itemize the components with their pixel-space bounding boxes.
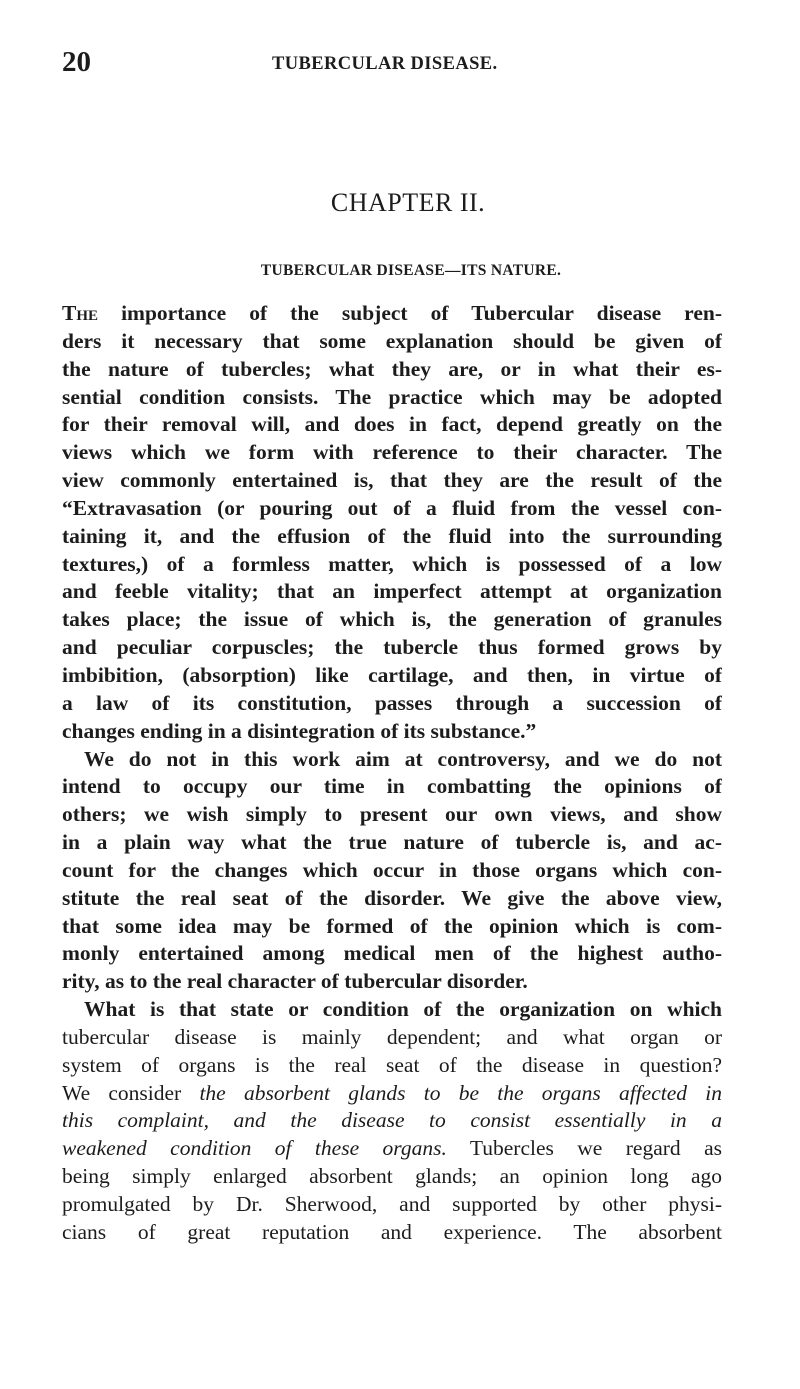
chapter-subtitle: TUBERCULAR DISEASE—ITS NATURE.: [260, 262, 562, 279]
text-line: and peculiar corpuscles; the tubercle thus formed grows by: [62, 635, 722, 660]
text-line: system of organs is the real seat of the disease in question?: [62, 1052, 722, 1077]
running-title: TUBERCULAR DISEASE.: [272, 54, 498, 74]
text-line: What is that state or condition of the organization on which: [84, 997, 722, 1022]
text-line: intend to occupy our time in combatting the opinions of: [62, 774, 722, 799]
text-line: rity, as to the real character of tubercular disorder.: [62, 969, 528, 994]
text-line: [62, 1080, 722, 1108]
text-line: changes ending in a disintegration of its substance.”: [62, 718, 537, 743]
text-line: tubercular disease is mainly dependent; and what organ or: [62, 1024, 722, 1049]
text-line: We do not in this work aim at controversy, and we do not: [84, 746, 722, 771]
text-line: cians of great reputation and experience. The absorbent: [62, 1219, 722, 1244]
text-line: views which we form with reference to their character. The: [62, 440, 722, 465]
text-line: imbibition, (absorption) like cartilage, and then, in virtue of: [62, 662, 722, 687]
text-line: view commonly entertained is, that they are the result of the: [62, 468, 722, 493]
text-line: takes place; the issue of which is, the generation of granules: [62, 607, 722, 632]
text-line: the nature of tubercles; what they are, or in what their es-: [62, 356, 722, 381]
text-line: taining it, and the effusion of the fluid into the surrounding: [62, 523, 722, 548]
text-line: sential condition consists. The practice which may be adopted: [62, 384, 722, 409]
text-line: for their removal will, and does in fact, depend greatly on the: [62, 412, 722, 437]
text-line: The importance of the subject of Tubercular disease ren-: [62, 301, 722, 325]
page-number: 20: [62, 46, 91, 78]
text-line: and feeble vitality; that an imperfect attempt at organization: [62, 579, 722, 604]
italic-phrase: the absorbent glands to be the organs affected in: [199, 1080, 722, 1105]
text-line: monly entertained among medical men of the highest autho-: [62, 941, 722, 966]
body-text: [62, 300, 722, 1247]
text-line: “Extravasation (or pouring out of a fluid from the vessel con-: [62, 495, 722, 520]
italic-phrase: this complaint, and the disease to consist essentially in a: [62, 1108, 722, 1133]
text-line: count for the changes which occur in those organs which con-: [62, 857, 722, 882]
text-line: ders it necessary that some explanation should be given of: [62, 328, 722, 353]
text-fragment: We consider: [62, 1080, 200, 1105]
text-line: others; we wish simply to present our own views, and show: [62, 802, 722, 827]
text-line: that some idea may be formed of the opinion which is com-: [62, 913, 722, 938]
text-fragment: Tubercles we regard as: [446, 1136, 722, 1161]
italic-phrase: weakened condition of these organs.: [62, 1136, 447, 1161]
chapter-title: CHAPTER II.: [330, 188, 486, 217]
text-line: stitute the real seat of the disorder. We give the above view,: [62, 885, 722, 910]
text-line: being simply enlarged absorbent glands; an opinion long ago: [62, 1164, 722, 1189]
running-head: [62, 44, 722, 84]
text-line: a law of its constitution, passes through a succession of: [62, 690, 722, 715]
text-line: [62, 1107, 722, 1135]
text-line: [62, 1135, 722, 1163]
text-line: in a plain way what the true nature of tubercle is, and ac-: [62, 830, 722, 855]
text-line: textures,) of a formless matter, which is possessed of a low: [62, 551, 722, 576]
opening-word: The: [62, 301, 99, 325]
text-line: promulgated by Dr. Sherwood, and supported by other physi-: [62, 1192, 722, 1216]
